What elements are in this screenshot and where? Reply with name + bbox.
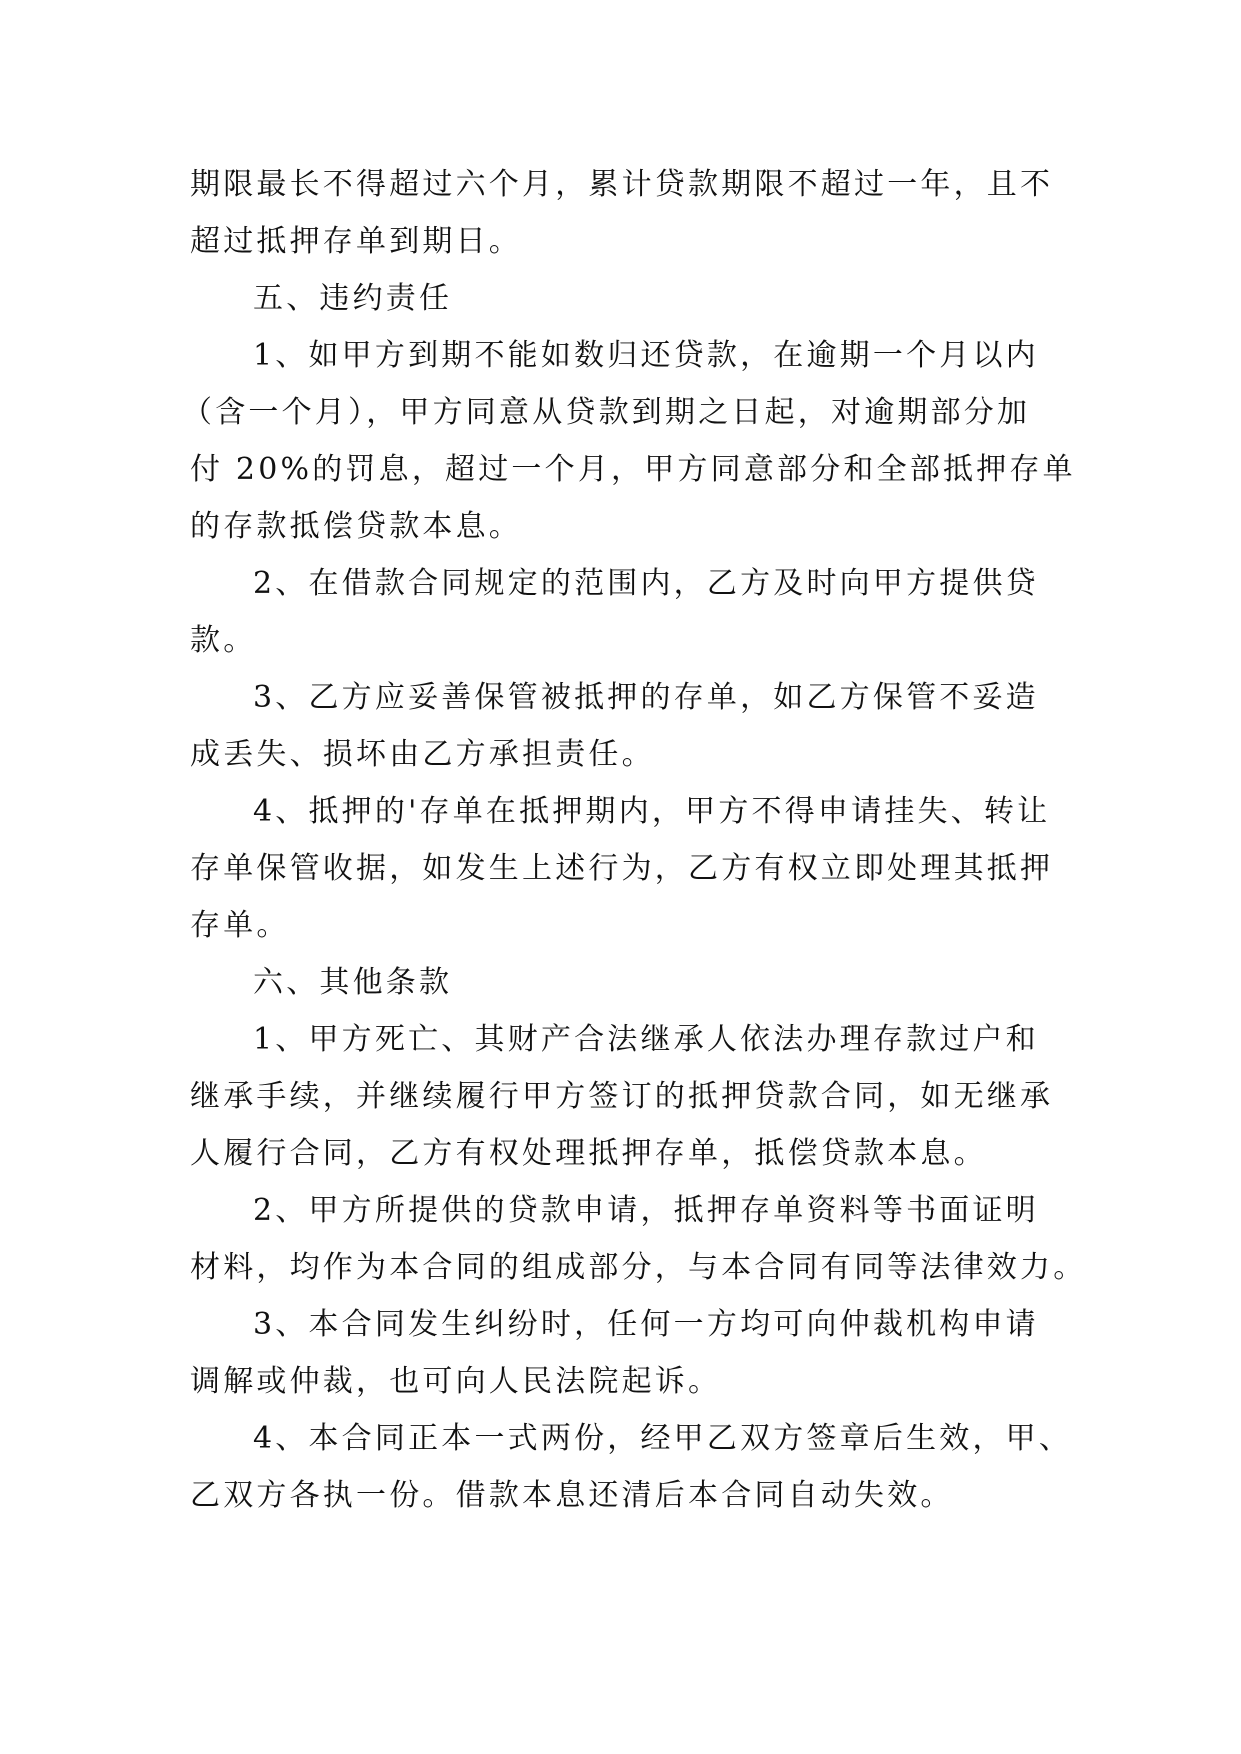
text-line-11: 成丢失、损坏由乙方承担责任。 xyxy=(190,737,655,772)
text-line-19: 2、甲方所提供的贷款申请，抵押存单资料等书面证明 xyxy=(253,1193,1039,1228)
text-line-18: 人履行合同，乙方有权处理抵押存单，抵偿贷款本息。 xyxy=(190,1136,987,1171)
text-line-5: （含一个月），甲方同意从贷款到期之日起，对逾期部分加 xyxy=(182,395,1031,430)
text-line-4: 1、如甲方到期不能如数归还贷款，在逾期一个月以内 xyxy=(253,338,1039,373)
text-line-16: 1、甲方死亡、其财产合法继承人依法办理存款过户和 xyxy=(253,1022,1039,1057)
text-line-10: 3、乙方应妥善保管被抵押的存单，如乙方保管不妥造 xyxy=(253,680,1039,715)
text-line-21: 3、本合同发生纠纷时，任何一方均可向仲裁机构申请 xyxy=(253,1307,1039,1342)
text-line-12: 4、抵押的'存单在抵押期内，甲方不得申请挂失、转让 xyxy=(253,794,1051,829)
text-line-6: 付 20%的罚息，超过一个月，甲方同意部分和全部抵押存单 xyxy=(190,452,1076,487)
text-line-20: 材料，均作为本合同的组成部分，与本合同有同等法律效力。 xyxy=(190,1250,1087,1285)
text-line-13: 存单保管收据，如发生上述行为，乙方有权立即处理其抵押 xyxy=(190,851,1054,886)
text-line-1: 期限最长不得超过六个月，累计贷款期限不超过一年，且不 xyxy=(190,167,1054,202)
section-heading-6: 六、其他条款 xyxy=(253,965,453,1000)
text-line-17: 继承手续，并继续履行甲方签订的抵押贷款合同，如无继承 xyxy=(190,1079,1054,1114)
text-line-9: 款。 xyxy=(190,623,257,658)
text-line-7: 的存款抵偿贷款本息。 xyxy=(190,509,522,544)
text-line-14: 存单。 xyxy=(190,908,290,943)
text-line-24: 乙双方各执一份。借款本息还清后本合同自动失效。 xyxy=(190,1478,954,1513)
text-line-2: 超过抵押存单到期日。 xyxy=(190,224,522,259)
text-line-23: 4、本合同正本一式两份，经甲乙双方签章后生效，甲、 xyxy=(253,1421,1073,1456)
section-heading-5: 五、违约责任 xyxy=(253,281,453,316)
text-line-22: 调解或仲裁，也可向人民法院起诉。 xyxy=(190,1364,722,1399)
text-line-8: 2、在借款合同规定的范围内，乙方及时向甲方提供贷 xyxy=(253,566,1039,601)
